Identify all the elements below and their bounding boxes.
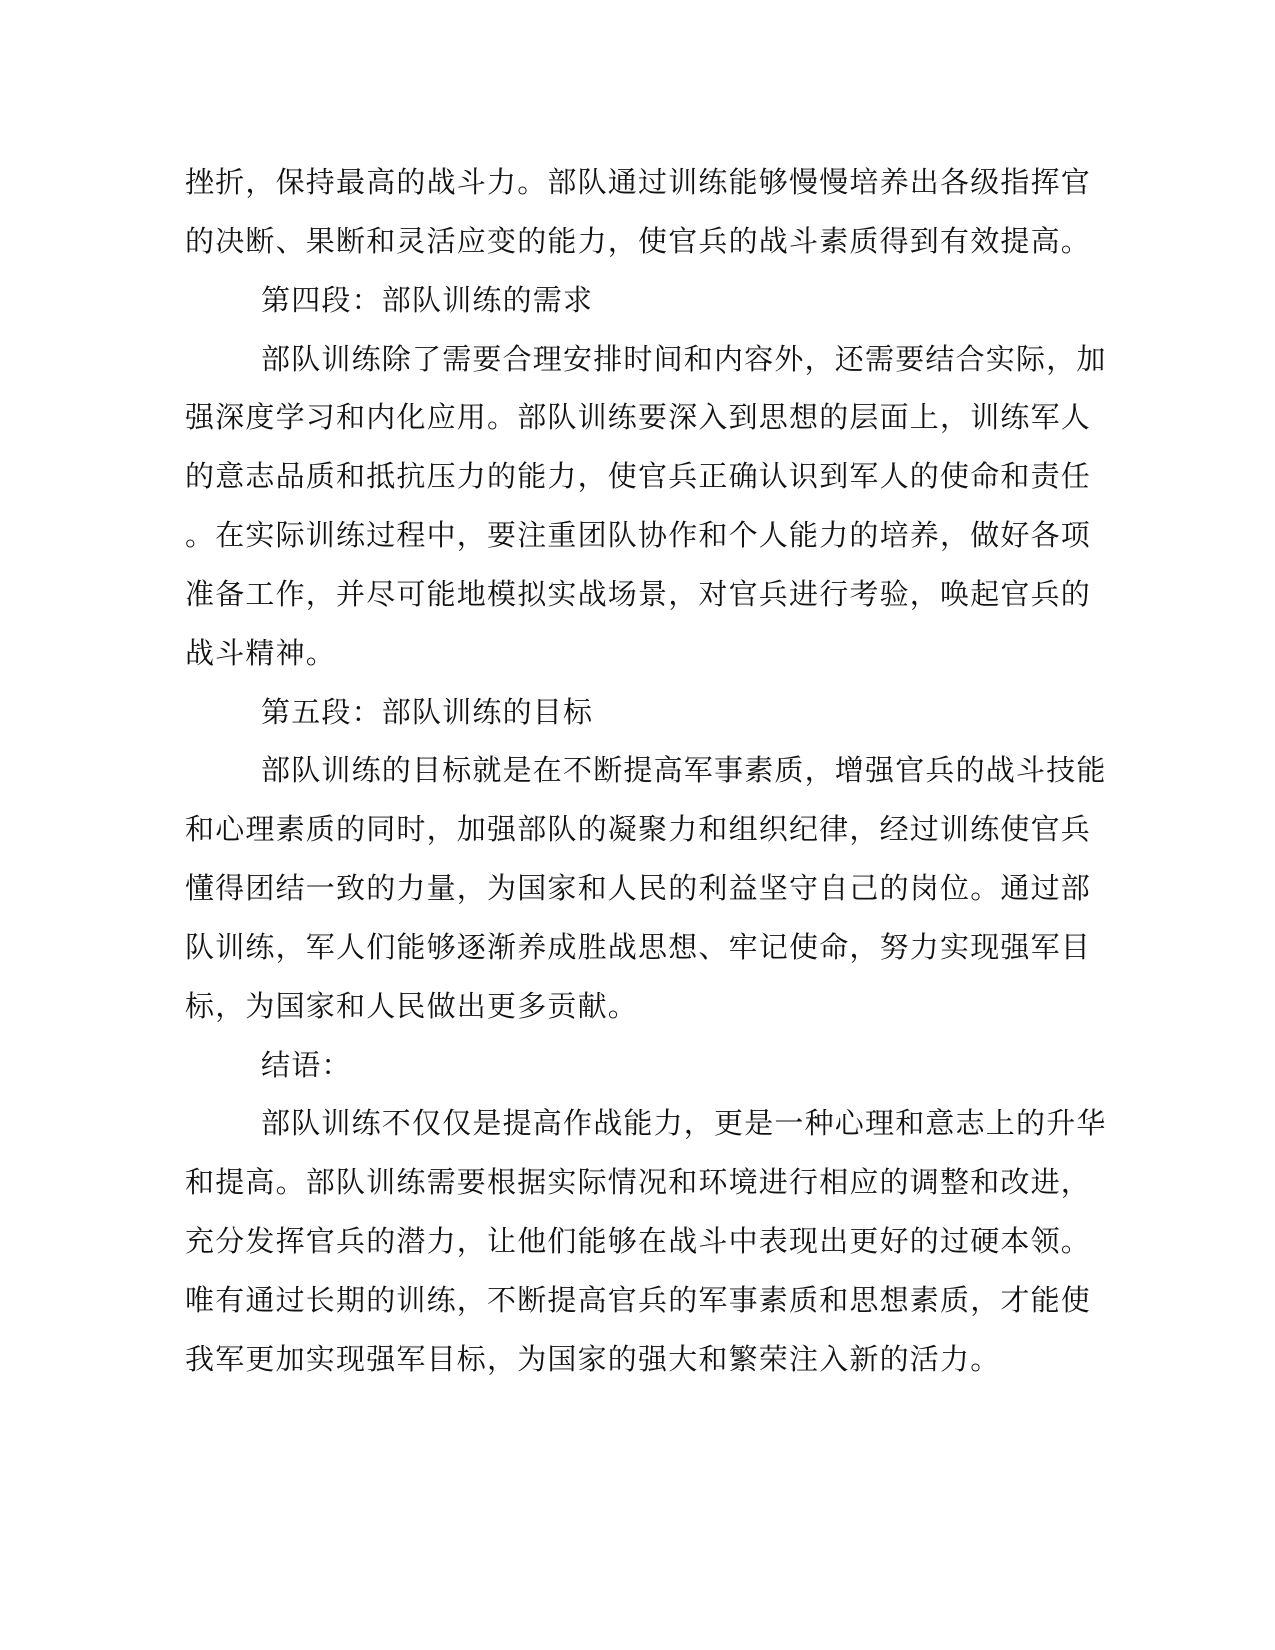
section-heading: 第四段：部队训练的需求 [261,283,594,317]
text-line: 充分发挥官兵的潜力，让他们能够在战斗中表现出更好的过硬本领。 [185,1224,1092,1258]
section-heading: 第五段：部队训练的目标 [261,695,594,729]
text-line: 部队训练除了需要合理安排时间和内容外，还需要结合实际，加 [261,342,1107,376]
section-heading: 结语： [261,1048,352,1082]
text-line: 的决断、果断和灵活应变的能力，使官兵的战斗素质得到有效提高。 [185,224,1092,258]
text-line: 部队训练不仅仅是提高作战能力，更是一种心理和意志上的升华 [261,1106,1107,1140]
text-line: 部队训练的目标就是在不断提高军事素质，增强官兵的战斗技能 [261,753,1107,787]
text-line: 我军更加实现强军目标，为国家的强大和繁荣注入新的活力。 [185,1342,1001,1376]
text-line: 战斗精神。 [185,636,337,670]
text-line: 和心理素质的同时，加强部队的凝聚力和组织纪律，经过训练使官兵 [185,812,1092,846]
text-line: 挫折，保持最高的战斗力。部队通过训练能够慢慢培养出各级指挥官 [185,165,1092,199]
text-line: 标，为国家和人民做出更多贡献。 [185,989,639,1023]
text-line: 强深度学习和内化应用。部队训练要深入到思想的层面上，训练军人 [185,400,1092,434]
text-line: 唯有通过长期的训练，不断提高官兵的军事素质和思想素质，才能使 [185,1283,1092,1317]
text-line: 和提高。部队训练需要根据实际情况和环境进行相应的调整和改进， [185,1165,1092,1199]
text-line: 懂得团结一致的力量，为国家和人民的利益坚守自己的岗位。通过部 [185,871,1092,905]
text-line: 。在实际训练过程中，要注重团队协作和个人能力的培养，做好各项 [185,518,1092,552]
text-line: 准备工作，并尽可能地模拟实战场景，对官兵进行考验，唤起官兵的 [185,577,1092,611]
text-line: 队训练，军人们能够逐渐养成胜战思想、牢记使命，努力实现强军目 [185,930,1092,964]
text-line: 的意志品质和抵抗压力的能力，使官兵正确认识到军人的使命和责任 [185,459,1092,493]
